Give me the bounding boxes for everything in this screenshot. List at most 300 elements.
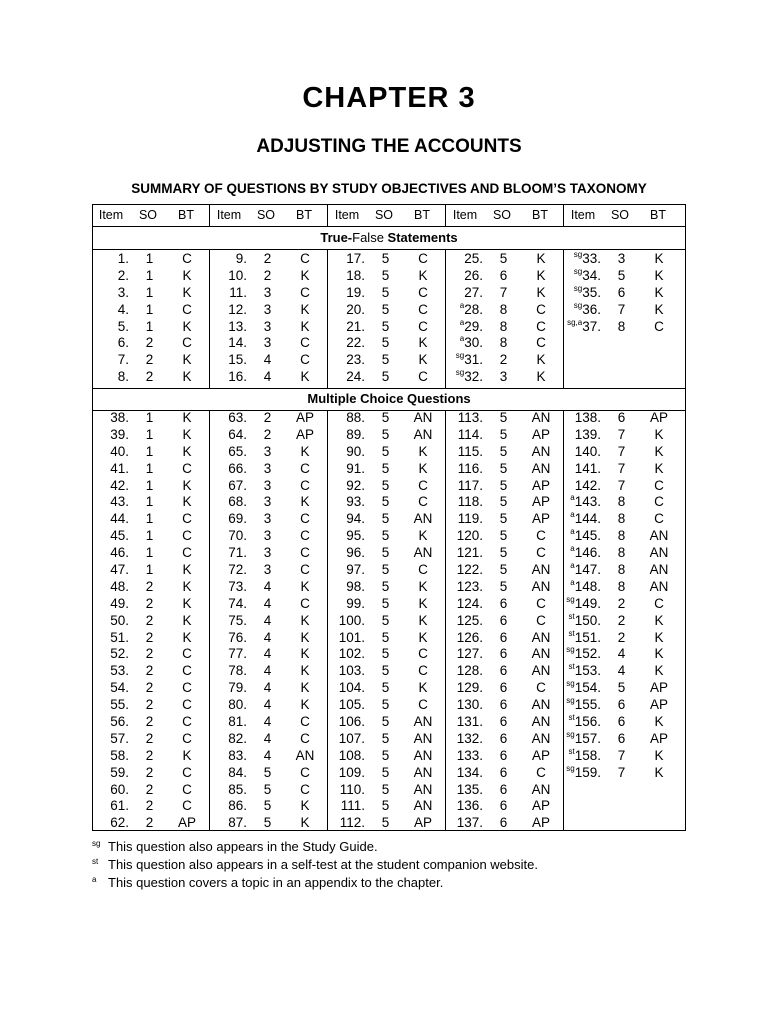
item-number (447, 815, 483, 832)
blooms-taxonomy: C (418, 646, 428, 662)
item-number-text: 132. (456, 730, 483, 746)
study-objective: 8 (499, 318, 508, 334)
table-row (329, 494, 444, 511)
study-objective: 5 (381, 595, 390, 611)
table-row (329, 302, 444, 319)
column-group (447, 410, 562, 832)
study-objective: 6 (617, 730, 626, 746)
blooms-taxonomy: K (300, 629, 310, 645)
study-objective: 5 (381, 798, 390, 814)
study-objective: 5 (381, 251, 390, 266)
item-number-text: 79. (228, 680, 247, 696)
item-number (447, 335, 483, 352)
study-objective: 6 (499, 595, 508, 611)
item-number (93, 494, 129, 511)
table-row (93, 613, 208, 630)
table-row (447, 302, 562, 319)
item-number-text: 52. (110, 646, 129, 662)
item-number-text: 104. (338, 680, 365, 696)
blooms-taxonomy: C (654, 511, 664, 527)
column-group (447, 251, 562, 386)
table-row (329, 748, 444, 765)
study-objective: 6 (499, 680, 508, 696)
item-mark: st (568, 662, 575, 672)
study-objective: 5 (381, 629, 390, 645)
item-number-text: 128. (456, 663, 483, 679)
item-number (93, 748, 129, 765)
item-number (211, 268, 247, 285)
item-number (447, 352, 483, 369)
item-number (93, 285, 129, 302)
item-number-text: 154. (574, 680, 601, 696)
item-number-text: 41. (110, 460, 129, 476)
item-number (329, 579, 365, 596)
header-so: SO (492, 208, 512, 222)
blooms-taxonomy: AP (649, 680, 668, 696)
study-objective: 5 (499, 528, 508, 544)
item-number-text: 23. (346, 352, 365, 368)
blooms-taxonomy: K (182, 747, 192, 763)
study-objective: 3 (263, 494, 272, 510)
item-number (93, 663, 129, 680)
item-number-text: 73. (228, 578, 247, 594)
blooms-taxonomy: C (418, 697, 428, 713)
item-number-text: 112. (339, 815, 365, 831)
footnote (92, 874, 652, 892)
item-number-text: 20. (346, 301, 365, 317)
item-number (93, 545, 129, 562)
item-number-text: 37. (582, 318, 601, 334)
footnote (92, 856, 652, 874)
item-number (565, 545, 601, 562)
item-number (447, 444, 483, 461)
table-row (447, 663, 562, 680)
item-number (93, 352, 129, 369)
study-objective: 7 (617, 477, 626, 493)
item-number (93, 562, 129, 579)
item-number-text: 109. (338, 764, 365, 780)
item-number (447, 319, 483, 336)
study-objective: 7 (499, 284, 508, 300)
table-row (329, 765, 444, 782)
item-number-text: 95. (346, 528, 365, 544)
item-number (329, 319, 365, 336)
item-number-text: 106. (338, 714, 365, 730)
item-number (211, 731, 247, 748)
item-number (565, 630, 601, 647)
table-row (211, 494, 326, 511)
study-objective: 7 (617, 460, 626, 476)
table-row (211, 748, 326, 765)
study-objective: 3 (263, 301, 272, 317)
item-number (447, 748, 483, 765)
study-objective: 5 (263, 815, 272, 831)
table-row (447, 697, 562, 714)
study-objective: 8 (617, 528, 626, 544)
table-row (211, 646, 326, 663)
item-number-text: 84. (228, 764, 247, 780)
blooms-taxonomy: C (418, 369, 428, 385)
table-row (565, 562, 680, 579)
study-objective: 5 (381, 730, 390, 746)
table-row (329, 461, 444, 478)
item-number-text: 7. (117, 352, 129, 368)
item-number (447, 613, 483, 630)
study-objective: 2 (617, 629, 626, 645)
item-number-text: 123. (456, 578, 483, 594)
study-objective: 5 (617, 680, 626, 696)
item-number (93, 731, 129, 748)
study-objective: 4 (263, 663, 272, 679)
blooms-taxonomy: C (300, 477, 310, 493)
item-number-text: 9. (235, 251, 247, 266)
item-number-text: 85. (228, 781, 247, 797)
item-number-text: 50. (110, 612, 129, 628)
item-number-text: 158. (574, 747, 601, 763)
study-objective: 3 (263, 562, 272, 578)
table-row (211, 798, 326, 815)
table-row (329, 528, 444, 545)
item-number-text: 110. (339, 781, 365, 797)
item-number (565, 511, 601, 528)
study-objective: 5 (381, 494, 390, 510)
item-number-text: 74. (228, 595, 247, 611)
table-row (211, 268, 326, 285)
blooms-taxonomy: K (418, 267, 428, 283)
item-number (329, 511, 365, 528)
study-objective: 2 (617, 612, 626, 628)
item-number (93, 714, 129, 731)
table-row (447, 798, 562, 815)
study-objective: 5 (499, 494, 508, 510)
item-mark: sg,a (567, 317, 583, 327)
table-row (93, 562, 208, 579)
item-number-text: 39. (110, 426, 129, 442)
study-objective: 3 (263, 460, 272, 476)
blooms-taxonomy: C (182, 251, 192, 266)
study-objective: 8 (617, 511, 626, 527)
study-objective: 1 (145, 511, 154, 527)
study-objective: 8 (617, 318, 626, 334)
table-row (565, 579, 680, 596)
item-mark: sg (566, 594, 575, 604)
blooms-taxonomy: AP (295, 410, 314, 425)
study-objective: 3 (263, 545, 272, 561)
study-objective: 5 (381, 460, 390, 476)
study-objective: 2 (145, 612, 154, 628)
item-mark: st (568, 746, 575, 756)
study-objective: 2 (145, 335, 154, 351)
table-row (329, 714, 444, 731)
item-number (329, 596, 365, 613)
study-objective: 6 (499, 612, 508, 628)
blooms-taxonomy: K (300, 612, 310, 628)
item-mark: a (459, 300, 465, 310)
study-objective: 7 (617, 443, 626, 459)
table-row (329, 545, 444, 562)
item-number-text: 26. (464, 267, 483, 283)
item-number (447, 369, 483, 386)
study-objective: 2 (145, 369, 154, 385)
table-row (93, 410, 208, 427)
table-row (211, 630, 326, 647)
blooms-taxonomy: K (654, 646, 664, 662)
item-number-text: 44. (110, 511, 129, 527)
item-number (211, 798, 247, 815)
item-number (329, 251, 365, 268)
table-row (565, 285, 680, 302)
blooms-taxonomy: K (536, 284, 546, 300)
study-objective: 5 (381, 511, 390, 527)
item-number (329, 444, 365, 461)
item-number (93, 302, 129, 319)
table-row (565, 511, 680, 528)
study-objective: 7 (617, 426, 626, 442)
table-row (211, 352, 326, 369)
study-objective: 2 (145, 629, 154, 645)
study-objective: 5 (499, 477, 508, 493)
header-so: SO (256, 208, 276, 222)
table-row (565, 731, 680, 748)
table-row (565, 268, 680, 285)
study-objective: 2 (263, 410, 272, 425)
item-number-text: 143. (574, 494, 601, 510)
table-row (329, 663, 444, 680)
table-row (329, 444, 444, 461)
blooms-taxonomy: AN (413, 764, 433, 780)
item-number-text: 135. (456, 781, 483, 797)
item-number (565, 646, 601, 663)
study-objective: 1 (145, 545, 154, 561)
study-objective: 2 (263, 251, 272, 266)
item-number (211, 697, 247, 714)
table-row (211, 613, 326, 630)
table-row (329, 630, 444, 647)
column-group (565, 251, 680, 335)
item-number (211, 427, 247, 444)
header-so: SO (610, 208, 630, 222)
table-row (211, 369, 326, 386)
column-divider (445, 249, 446, 388)
study-objective: 1 (145, 318, 154, 334)
blooms-taxonomy: AN (413, 781, 433, 797)
blooms-taxonomy: C (536, 545, 546, 561)
table-row (329, 410, 444, 427)
item-number-text: 87. (228, 815, 247, 831)
study-objective: 5 (499, 578, 508, 594)
blooms-taxonomy: K (300, 798, 310, 814)
item-number-text: 19. (346, 284, 365, 300)
item-number (93, 268, 129, 285)
blooms-taxonomy: K (182, 410, 192, 425)
item-number-text: 12. (228, 301, 247, 317)
table-row (565, 596, 680, 613)
blooms-taxonomy: K (300, 318, 310, 334)
item-number-text: 31. (464, 352, 483, 368)
table-row (211, 478, 326, 495)
table-row (93, 319, 208, 336)
item-number (447, 562, 483, 579)
blooms-taxonomy: K (654, 251, 664, 266)
item-number-text: 117. (457, 477, 483, 493)
table-row (329, 782, 444, 799)
item-number (565, 613, 601, 630)
blooms-taxonomy: AP (531, 477, 550, 493)
blooms-taxonomy: C (182, 545, 192, 561)
blooms-taxonomy: K (300, 578, 310, 594)
study-objective: 5 (499, 426, 508, 442)
blooms-taxonomy: K (300, 369, 310, 385)
study-objective: 5 (381, 747, 390, 763)
item-number-text: 29. (464, 318, 483, 334)
table-row (211, 579, 326, 596)
item-number (447, 630, 483, 647)
item-number-text: 118. (457, 494, 483, 510)
study-objective: 6 (499, 781, 508, 797)
blooms-taxonomy: AP (649, 730, 668, 746)
study-objective: 2 (145, 697, 154, 713)
table-row (447, 427, 562, 444)
table-row (93, 815, 208, 832)
blooms-taxonomy: C (654, 318, 664, 334)
table-row (329, 815, 444, 832)
item-number (93, 646, 129, 663)
blooms-taxonomy: C (654, 477, 664, 493)
table-row (211, 815, 326, 832)
study-objective: 1 (145, 460, 154, 476)
blooms-taxonomy: AN (531, 460, 551, 476)
blooms-taxonomy: C (182, 764, 192, 780)
blooms-taxonomy: C (536, 318, 546, 334)
blooms-taxonomy: AN (531, 629, 551, 645)
study-objective: 2 (263, 267, 272, 283)
item-number (211, 319, 247, 336)
header-item: Item (216, 208, 242, 222)
item-number-text: 61. (110, 798, 129, 814)
table-row (329, 478, 444, 495)
item-number-text: 108. (338, 747, 365, 763)
item-number (329, 782, 365, 799)
blooms-taxonomy: AN (531, 730, 551, 746)
item-number-text: 32. (464, 369, 483, 385)
summary-table (92, 204, 686, 831)
study-objective: 5 (381, 528, 390, 544)
item-number-text: 68. (228, 494, 247, 510)
blooms-taxonomy: K (654, 443, 664, 459)
item-number (329, 562, 365, 579)
blooms-taxonomy: C (418, 284, 428, 300)
item-number-text: 148. (574, 578, 601, 594)
item-number-text: 126. (456, 629, 483, 645)
item-number (329, 478, 365, 495)
item-mark: a (459, 317, 465, 327)
item-number (329, 731, 365, 748)
item-number-text: 125. (456, 612, 483, 628)
item-number-text: 65. (228, 443, 247, 459)
study-objective: 5 (381, 646, 390, 662)
item-number-text: 40. (110, 443, 129, 459)
item-number (93, 630, 129, 647)
item-number (211, 782, 247, 799)
footnote-mark: st (92, 857, 99, 866)
study-objective: 2 (145, 578, 154, 594)
table-row (447, 680, 562, 697)
item-number-text: 127. (456, 646, 483, 662)
column-divider (209, 410, 210, 830)
table-row (329, 511, 444, 528)
item-number-text: 97. (346, 562, 365, 578)
item-number (329, 714, 365, 731)
item-number-text: 159. (574, 764, 601, 780)
table-row (211, 731, 326, 748)
summary-title: SUMMARY OF QUESTIONS BY STUDY OBJECTIVES AND BLOOM’S TAXONOMY (131, 181, 647, 196)
item-number-text: 62. (110, 815, 129, 831)
column-group (93, 251, 208, 386)
item-number-text: 76. (228, 629, 247, 645)
study-objective: 1 (145, 301, 154, 317)
blooms-taxonomy: C (418, 318, 428, 334)
item-number (211, 748, 247, 765)
blooms-taxonomy: AN (649, 562, 669, 578)
item-number (211, 630, 247, 647)
header-bt: BT (414, 208, 430, 222)
item-number-text: 130. (456, 697, 483, 713)
item-number (329, 765, 365, 782)
blooms-taxonomy: C (300, 781, 310, 797)
footnote-text: This question also appears in a self-test at the student companion website. (108, 857, 538, 872)
item-number (447, 765, 483, 782)
item-number (211, 461, 247, 478)
blooms-taxonomy: AN (531, 410, 551, 425)
item-number-text: 24. (346, 369, 365, 385)
study-objective: 1 (145, 528, 154, 544)
item-number (329, 410, 365, 427)
blooms-taxonomy: AN (413, 511, 433, 527)
study-objective: 1 (145, 410, 154, 425)
blooms-taxonomy: K (654, 714, 664, 730)
table-row (329, 596, 444, 613)
blooms-taxonomy: K (182, 477, 192, 493)
table-row (447, 478, 562, 495)
study-objective: 5 (381, 369, 390, 385)
study-objective: 5 (381, 410, 390, 425)
item-number-text: 105. (338, 697, 365, 713)
table-row (447, 748, 562, 765)
item-number-text: 86. (228, 798, 247, 814)
item-number (211, 562, 247, 579)
table-row (93, 545, 208, 562)
item-number (329, 268, 365, 285)
item-number (565, 714, 601, 731)
item-mark: st (568, 611, 575, 621)
blooms-taxonomy: K (654, 764, 664, 780)
item-number (447, 528, 483, 545)
blooms-taxonomy: AP (177, 815, 196, 831)
study-objective: 1 (145, 494, 154, 510)
blooms-taxonomy: AN (531, 781, 551, 797)
table-row (93, 302, 208, 319)
table-row (447, 461, 562, 478)
item-number (211, 335, 247, 352)
item-number-text: 35. (582, 284, 601, 300)
blooms-taxonomy: C (300, 595, 310, 611)
study-objective: 5 (381, 578, 390, 594)
item-number-text: 94. (346, 511, 365, 527)
study-objective: 5 (381, 284, 390, 300)
item-number (329, 494, 365, 511)
item-number-text: 30. (464, 335, 483, 351)
study-objective: 2 (145, 595, 154, 611)
